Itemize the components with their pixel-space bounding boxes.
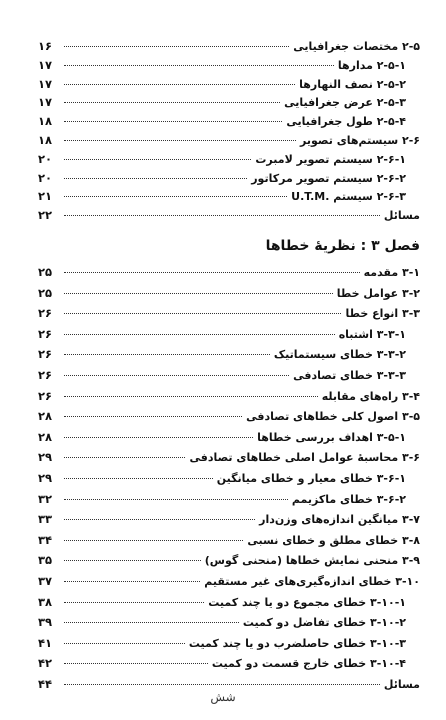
toc-entry — [38, 344, 420, 365]
dot-leader — [64, 396, 318, 397]
toc-entry-page: ۳۷ — [38, 573, 53, 588]
toc-entry — [38, 612, 420, 633]
toc-entry-page: ۱۸ — [38, 114, 53, 129]
dot-leader — [64, 499, 288, 500]
toc-entry-title: ۳-۷ میانگین اندازه‌های وزن‌دار — [259, 513, 420, 527]
dot-leader — [64, 416, 242, 417]
toc-entry-title: ۲-۶-۲ سیستم تصویر مرکاتور — [251, 171, 406, 185]
toc-entry-page: ۱۸ — [38, 132, 53, 147]
dot-leader — [64, 540, 243, 541]
dot-leader — [64, 121, 282, 122]
toc-entry-page: ۴۴ — [38, 676, 53, 691]
toc-entry-title: ۳-۳ انواع خطا — [345, 307, 420, 321]
toc-entry-title: ۳-۹ منحنی نمایش خطاها (منحنی گوس) — [204, 554, 420, 568]
toc-entry — [38, 112, 420, 131]
toc-entry — [38, 187, 420, 206]
dot-leader — [64, 65, 334, 66]
toc-entry-page: ۴۲ — [38, 656, 53, 671]
dot-leader — [64, 643, 185, 644]
toc-entry — [38, 303, 420, 324]
toc-entry — [38, 75, 420, 94]
toc-entry-title: ۲-۵-۲ نصف النهارها — [299, 77, 406, 91]
toc-entry-page: ۳۲ — [38, 491, 53, 506]
toc-entry — [38, 653, 420, 674]
dot-leader — [64, 478, 213, 479]
toc-entry — [38, 283, 420, 304]
toc-entry-title: ۳-۵-۱ اهداف بررسی خطاها — [257, 430, 406, 444]
dot-leader — [64, 140, 296, 141]
dot-leader — [64, 684, 380, 685]
toc-entry-page: ۲۶ — [38, 306, 53, 321]
toc-entry-page: ۲۶ — [38, 367, 53, 382]
toc-entry-page: ۲۵ — [38, 265, 53, 279]
chapter-heading: فصل ۳ : نظریهٔ خطاها — [265, 238, 420, 254]
toc-entry-page: ۳۴ — [38, 532, 53, 547]
toc-entry-title: ۲-۵ مختصات جغرافیایی — [293, 40, 420, 53]
toc-entry-title: ۳-۳-۲ خطای سیستماتیک — [273, 348, 406, 362]
dot-leader — [64, 375, 289, 376]
toc-entry-title: ۲-۵-۱ مدارها — [337, 58, 406, 72]
dot-leader — [64, 602, 204, 603]
toc-entry-title: ۲-۶-۳ سیستم .U.T.M — [291, 190, 406, 204]
toc-entry-title: ۲-۵-۴ طول جغرافیایی — [286, 115, 406, 129]
dot-leader — [64, 159, 251, 160]
toc-entry — [38, 37, 420, 56]
toc-entry-page: ۲۶ — [38, 347, 53, 362]
toc-section-one — [38, 37, 420, 225]
toc-entry-title: ۳-۱ مقدمه — [363, 266, 420, 279]
toc-entry-page: ۲۸ — [38, 409, 53, 424]
toc-entry-title: ۳-۳-۱ اشتباه — [338, 327, 406, 341]
toc-entry — [38, 447, 420, 468]
toc-entry-page: ۳۵ — [38, 553, 53, 568]
toc-entry-page: ۳۸ — [38, 594, 53, 609]
toc-entry — [38, 56, 420, 75]
toc-entry-page: ۲۹ — [38, 450, 53, 465]
toc-entry — [38, 592, 420, 613]
dot-leader — [64, 334, 335, 335]
toc-entry-page: ۲۰ — [38, 170, 53, 185]
dot-leader — [64, 457, 185, 458]
toc-entry — [38, 169, 420, 188]
toc-entry — [38, 509, 420, 530]
toc-entry-title: ۳-۶-۲ خطای ماکزیمم — [291, 492, 406, 506]
dot-leader — [64, 196, 287, 197]
dot-leader — [64, 354, 270, 355]
toc-entry-title: ۳-۱۰-۲ خطای تفاضل دو کمیت — [242, 616, 406, 630]
toc-entry-title: مسائل — [383, 677, 420, 691]
toc-entry-title: ۳-۱۰-۱ خطای مجموع دو یا چند کمیت — [208, 595, 406, 609]
toc-entry-title: ۳-۸ خطای مطلق و خطای نسبی — [247, 533, 420, 547]
toc-entry-page: ۱۷ — [38, 57, 53, 72]
dot-leader — [64, 663, 208, 664]
toc-entry-title: ۳-۵ اصول کلی خطاهای تصادفی — [246, 410, 420, 424]
toc-entry-page: ۱۶ — [38, 39, 53, 53]
toc-entry — [38, 365, 420, 386]
toc-entry-page: ۲۱ — [38, 189, 53, 204]
dot-leader — [64, 102, 280, 103]
toc-entry — [38, 468, 420, 489]
dot-leader — [64, 46, 289, 47]
toc-entry-title: ۲-۵-۳ عرض جغرافیایی — [284, 96, 406, 110]
toc-entry — [38, 530, 420, 551]
dot-leader — [64, 519, 255, 520]
toc-entry-title: مسائل — [383, 209, 420, 223]
page-footer-label: شش — [210, 690, 236, 704]
toc-section-two — [38, 262, 420, 694]
toc-entry-title: ۲-۶-۱ سیستم تصویر لامبرت — [255, 152, 406, 166]
toc-entry-page: ۲۶ — [38, 326, 53, 341]
toc-entry-page: ۲۰ — [38, 151, 53, 166]
toc-entry-page: ۳۳ — [38, 512, 53, 527]
toc-entry — [38, 150, 420, 169]
toc-entry — [38, 427, 420, 448]
dot-leader — [64, 560, 201, 561]
toc-entry-title: ۳-۱۰ خطای اندازه‌گیری‌های غیر مستقیم — [204, 574, 420, 588]
dot-leader — [64, 293, 333, 294]
toc-entry — [38, 633, 420, 654]
toc-entry — [38, 206, 420, 225]
dot-leader — [64, 215, 380, 216]
toc-entry-title: ۳-۱۰-۴ خطای خارج قسمت دو کمیت — [211, 657, 406, 671]
toc-entry-title: ۳-۱۰-۳ خطای حاصلضرب دو یا چند کمیت — [188, 636, 406, 650]
toc-entry-title: ۲-۶ سیستم‌های تصویر — [300, 133, 420, 147]
toc-entry-title: ۳-۴ راه‌های مقابله — [321, 389, 420, 403]
toc-entry — [38, 550, 420, 571]
dot-leader — [64, 581, 200, 582]
toc-entry — [38, 489, 420, 510]
toc-entry-page: ۳۹ — [38, 615, 53, 630]
dot-leader — [64, 272, 360, 273]
toc-entry-title: ۳-۲ عوامل خطا — [336, 286, 420, 300]
toc-entry-page: ۱۷ — [38, 95, 53, 110]
toc-entry — [38, 571, 420, 592]
toc-entry-page: ۲۸ — [38, 429, 53, 444]
dot-leader — [64, 622, 239, 623]
dot-leader — [64, 313, 341, 314]
toc-entry-page: ۲۹ — [38, 470, 53, 485]
toc-entry-title: ۳-۳-۳ خطای تصادفی — [293, 368, 406, 382]
dot-leader — [64, 178, 247, 179]
dot-leader — [64, 84, 295, 85]
toc-entry-page: ۲۵ — [38, 285, 53, 300]
toc-entry-page: ۴۱ — [38, 635, 53, 650]
dot-leader — [64, 437, 253, 438]
toc-entry-page: ۲۶ — [38, 388, 53, 403]
toc-entry — [38, 93, 420, 112]
toc-entry — [38, 406, 420, 427]
toc-entry-title: ۳-۶-۱ خطای معیار و خطای میانگین — [216, 471, 406, 485]
toc-entry — [38, 131, 420, 150]
toc-entry-page: ۱۷ — [38, 76, 53, 91]
toc-entry-page: ۲۲ — [38, 208, 53, 223]
toc-entry — [38, 386, 420, 407]
toc-entry — [38, 262, 420, 283]
toc-entry — [38, 324, 420, 345]
toc-entry-title: ۳-۶ محاسبهٔ عوامل اصلی خطاهای تصادفی — [189, 451, 420, 465]
